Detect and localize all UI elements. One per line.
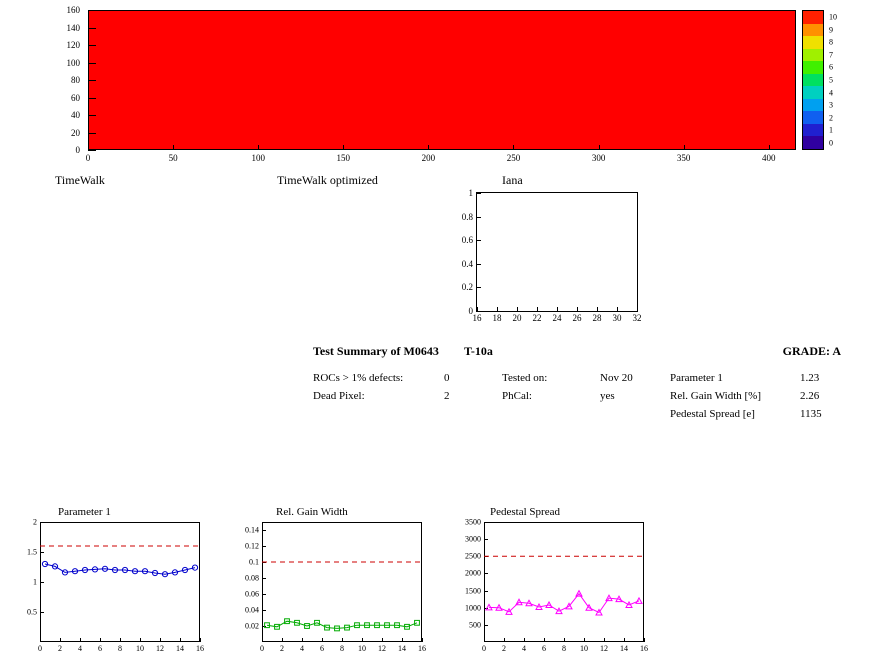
iana-y-tick: 0.8 bbox=[461, 211, 473, 222]
pixel-map-x-tick: 250 bbox=[506, 153, 521, 163]
plot-x-tick: 4 bbox=[300, 644, 304, 653]
tick-mark bbox=[258, 145, 259, 150]
timewalk-title: TimeWalk bbox=[55, 173, 105, 187]
tick-mark bbox=[428, 145, 429, 150]
tick-mark bbox=[88, 63, 96, 64]
palette-label: 2 bbox=[829, 113, 833, 123]
palette-label: 7 bbox=[829, 50, 833, 60]
plot-y-tick: 0.08 bbox=[245, 573, 259, 583]
palette-label: 9 bbox=[829, 25, 833, 35]
tick-mark bbox=[513, 145, 514, 150]
plot-x-tick: 14 bbox=[620, 644, 628, 653]
plot-x-tick: 0 bbox=[38, 644, 42, 653]
plot-y-tick: 1 bbox=[33, 577, 37, 587]
pixel-map-x-tick: 150 bbox=[336, 153, 351, 163]
summary-subtitle: T-10a bbox=[464, 344, 493, 358]
palette-label: 8 bbox=[829, 37, 833, 47]
tick-mark bbox=[477, 193, 481, 194]
plot-y-tick: 0.1 bbox=[249, 557, 259, 567]
summary-title: Test Summary of M0643 bbox=[313, 344, 439, 358]
plot-x-tick: 2 bbox=[280, 644, 284, 653]
pixel-map-y-tick: 40 bbox=[71, 110, 80, 120]
tick-mark bbox=[200, 638, 201, 642]
pixel-map-x-tick: 0 bbox=[85, 153, 91, 163]
summary-label: ROCs > 1% defects: bbox=[313, 372, 404, 384]
tick-mark bbox=[422, 638, 423, 642]
plot-x-tick: 14 bbox=[398, 644, 406, 653]
summary-label: Pedestal Spread [e] bbox=[670, 408, 755, 420]
tick-mark bbox=[637, 307, 638, 311]
palette-segment bbox=[803, 36, 823, 49]
tick-mark bbox=[88, 115, 96, 116]
palette-label: 3 bbox=[829, 100, 833, 110]
tick-mark bbox=[599, 145, 600, 150]
iana-title: Iana bbox=[502, 173, 523, 187]
plot-series bbox=[262, 522, 422, 642]
tick-mark bbox=[617, 307, 618, 311]
tick-mark bbox=[88, 133, 96, 134]
summary-value: 2 bbox=[444, 390, 450, 402]
plot-x-tick: 6 bbox=[98, 644, 102, 653]
palette-segment bbox=[803, 111, 823, 124]
iana-plot[interactable] bbox=[461, 188, 642, 323]
plot-y-tick: 0.12 bbox=[245, 541, 259, 551]
palette-segment bbox=[803, 136, 823, 149]
tick-mark bbox=[88, 28, 96, 29]
plot-x-tick: 10 bbox=[358, 644, 366, 653]
pixel-map-y-tick: 0 bbox=[75, 145, 80, 155]
pixel-map-y-tick: 60 bbox=[71, 92, 80, 103]
palette-segment bbox=[803, 11, 823, 24]
tick-mark bbox=[88, 45, 96, 46]
iana-x-tick: 28 bbox=[592, 313, 602, 323]
plot-y-tick: 0.02 bbox=[245, 621, 259, 631]
color-palette bbox=[802, 10, 837, 150]
iana-x-tick: 30 bbox=[612, 313, 622, 323]
pixel-map-x-tick: 200 bbox=[421, 153, 436, 163]
plot-x-tick: 6 bbox=[320, 644, 324, 653]
iana-y-tick: 0.2 bbox=[461, 282, 473, 293]
iana-y-tick: 0.6 bbox=[461, 235, 473, 246]
summary-label: Tested on: bbox=[502, 372, 548, 384]
plot-y-tick: 0.06 bbox=[245, 589, 259, 599]
plot-x-tick: 12 bbox=[378, 644, 386, 653]
palette-segment bbox=[803, 74, 823, 87]
tick-mark bbox=[684, 145, 685, 150]
palette-label: 5 bbox=[829, 75, 833, 85]
plot-x-tick: 10 bbox=[136, 644, 144, 653]
tick-mark bbox=[477, 264, 481, 265]
tick-mark bbox=[88, 10, 96, 11]
tick-mark bbox=[577, 307, 578, 311]
plot-x-tick: 2 bbox=[58, 644, 62, 653]
palette-label: 1 bbox=[829, 125, 833, 135]
iana-x-tick: 16 bbox=[472, 313, 482, 323]
plot-series bbox=[484, 522, 644, 642]
tick-mark bbox=[537, 307, 538, 311]
plot-y-tick: 0.14 bbox=[245, 525, 259, 535]
iana-x-tick: 24 bbox=[552, 313, 562, 323]
plot-x-tick: 12 bbox=[156, 644, 164, 653]
pixel-map-plot[interactable] bbox=[66, 5, 796, 163]
summary-value: yes bbox=[600, 390, 615, 402]
palette-label: 4 bbox=[829, 88, 833, 98]
tick-mark bbox=[173, 145, 174, 150]
pixel-map-y-tick: 20 bbox=[71, 127, 80, 138]
plot-title: Pedestal Spread bbox=[490, 506, 560, 518]
palette-label: 0 bbox=[829, 138, 833, 148]
palette-segment bbox=[803, 124, 823, 137]
summary-value: 0 bbox=[444, 372, 450, 384]
tick-mark bbox=[343, 145, 344, 150]
plot-x-tick: 8 bbox=[340, 644, 344, 653]
plot-y-tick: 0.04 bbox=[245, 605, 259, 615]
pixel-map-x-tick: 100 bbox=[251, 153, 265, 163]
summary-label: Rel. Gain Width [%] bbox=[670, 390, 762, 402]
plot-x-tick: 6 bbox=[542, 644, 546, 653]
palette-segment bbox=[803, 49, 823, 62]
plot-x-tick: 12 bbox=[600, 644, 608, 653]
iana-x-tick: 18 bbox=[492, 313, 502, 323]
palette-label: 6 bbox=[829, 62, 833, 72]
tick-mark bbox=[88, 150, 96, 151]
summary-value: Nov 20 bbox=[600, 372, 633, 384]
iana-x-tick: 32 bbox=[632, 313, 642, 323]
tick-mark bbox=[477, 307, 478, 311]
plot-x-tick: 14 bbox=[176, 644, 184, 653]
iana-x-tick: 20 bbox=[512, 313, 522, 323]
palette-segment bbox=[803, 99, 823, 112]
tick-mark bbox=[88, 145, 89, 150]
plot-y-tick: 1500 bbox=[465, 586, 481, 596]
plot-title: Parameter 1 bbox=[58, 506, 111, 518]
iana-x-tick: 22 bbox=[532, 313, 542, 323]
pixel-map-x-tick: 300 bbox=[591, 153, 606, 163]
plot-y-tick: 0.5 bbox=[27, 607, 37, 617]
plot-x-tick: 16 bbox=[418, 644, 426, 653]
plot-y-tick: 500 bbox=[469, 620, 481, 630]
plot-x-tick: 4 bbox=[522, 644, 526, 653]
summary-value: 1135 bbox=[800, 408, 822, 420]
summary-label: Parameter 1 bbox=[670, 372, 723, 384]
palette-segment bbox=[803, 86, 823, 99]
tick-mark bbox=[517, 307, 518, 311]
plot-x-tick: 0 bbox=[260, 644, 264, 653]
pixel-map-y-tick: 140 bbox=[66, 22, 80, 33]
rel-gain-width-plot[interactable] bbox=[245, 506, 426, 653]
pixel-map-x-tick: 350 bbox=[676, 153, 691, 163]
iana-x-tick: 26 bbox=[572, 313, 582, 323]
tick-mark bbox=[644, 638, 645, 642]
iana-y-tick: 0 bbox=[468, 306, 473, 316]
tick-mark bbox=[769, 145, 770, 150]
pixel-map-y-tick: 120 bbox=[66, 40, 80, 50]
plot-x-tick: 10 bbox=[580, 644, 588, 653]
iana-y-tick: 0.4 bbox=[461, 258, 473, 269]
parameter-1-plot[interactable] bbox=[27, 506, 204, 653]
plot-x-tick: 16 bbox=[196, 644, 204, 653]
pixel-map-y-tick: 160 bbox=[66, 5, 80, 15]
summary-label: PhCal: bbox=[502, 390, 532, 402]
palette-label: 10 bbox=[829, 12, 837, 22]
tick-mark bbox=[497, 307, 498, 311]
timewalk-optimized-title: TimeWalk optimized bbox=[277, 173, 378, 187]
plot-y-tick: 2000 bbox=[465, 568, 481, 578]
tick-mark bbox=[597, 307, 598, 311]
pixel-map-frame bbox=[88, 10, 796, 150]
plot-y-tick: 1.5 bbox=[27, 547, 37, 557]
tick-mark bbox=[557, 307, 558, 311]
summary-value: 1.23 bbox=[800, 372, 820, 384]
pixel-map-x-tick: 50 bbox=[168, 153, 178, 163]
tick-mark bbox=[477, 240, 481, 241]
plot-x-tick: 8 bbox=[118, 644, 122, 653]
plot-x-tick: 16 bbox=[640, 644, 648, 653]
summary-label: Dead Pixel: bbox=[313, 390, 365, 402]
pixel-map-x-tick: 400 bbox=[762, 153, 776, 163]
tick-mark bbox=[477, 311, 481, 312]
plot-y-tick: 3500 bbox=[465, 517, 481, 527]
plot-x-tick: 0 bbox=[482, 644, 486, 653]
pedestal-spread-plot[interactable] bbox=[465, 506, 648, 653]
plot-series bbox=[40, 522, 200, 642]
plot-y-tick: 1000 bbox=[465, 603, 481, 613]
plot-y-tick: 2 bbox=[33, 517, 37, 527]
pixel-map-y-tick: 100 bbox=[66, 57, 80, 68]
tick-mark bbox=[477, 217, 481, 218]
palette-segment bbox=[803, 24, 823, 37]
plot-title: Rel. Gain Width bbox=[276, 506, 348, 518]
tick-mark bbox=[88, 80, 96, 81]
pixel-map-y-tick: 80 bbox=[71, 75, 80, 85]
test-summary bbox=[0, 340, 896, 420]
plot-x-tick: 8 bbox=[562, 644, 566, 653]
plot-x-tick: 4 bbox=[78, 644, 82, 653]
plot-y-tick: 2500 bbox=[465, 551, 481, 561]
tick-mark bbox=[88, 98, 96, 99]
iana-y-tick: 1 bbox=[468, 188, 473, 198]
tick-mark bbox=[477, 287, 481, 288]
palette-segment bbox=[803, 61, 823, 74]
plot-y-tick: 3000 bbox=[465, 534, 481, 544]
summary-value: 2.26 bbox=[800, 390, 820, 402]
plot-x-tick: 2 bbox=[502, 644, 506, 653]
status-badge: GRADE: A bbox=[782, 344, 841, 358]
